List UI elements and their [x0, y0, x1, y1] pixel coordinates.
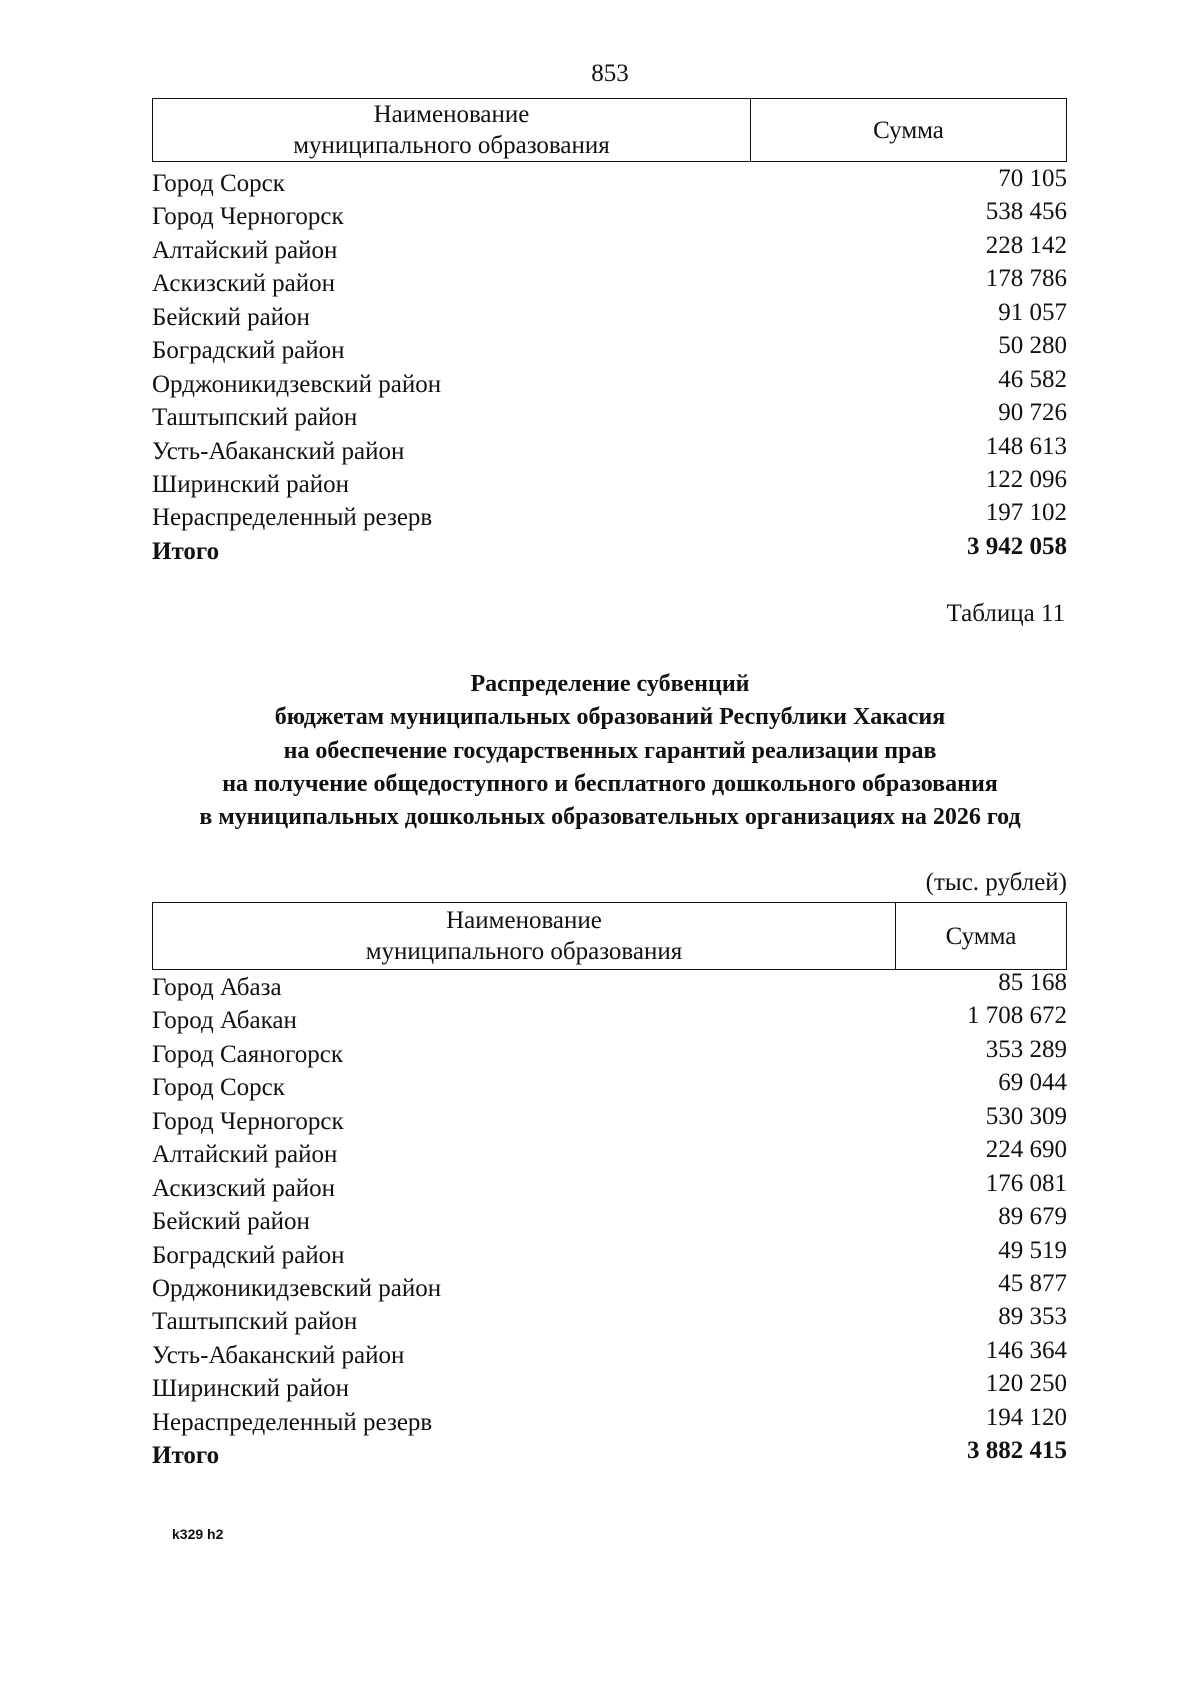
table-row [152, 1403, 1067, 1439]
table-row [152, 298, 1067, 334]
amount: 228 142 [985, 231, 1067, 259]
municipality-name: Боградский район [152, 337, 345, 365]
amount: 85 168 [998, 969, 1067, 996]
amount: 70 105 [998, 165, 1067, 192]
amount: 178 786 [985, 265, 1067, 293]
municipality-name: Город Сорск [152, 1074, 285, 1102]
table-row [152, 1269, 1067, 1305]
table-row [152, 501, 1067, 534]
amount: 90 726 [998, 399, 1067, 427]
municipality-name: Город Саяногорск [152, 1040, 344, 1068]
total-label: Итого [152, 537, 220, 565]
amount: 194 120 [985, 1403, 1067, 1431]
column-header-name [153, 99, 751, 161]
amount: 1 708 672 [967, 1002, 1067, 1030]
amount: 45 877 [998, 1269, 1067, 1297]
municipality-name: Город Черногорск [152, 1107, 344, 1135]
total-row [152, 1439, 1067, 1472]
municipality-name: Город Абаза [152, 974, 282, 1001]
municipality-name: Аскизский район [152, 1174, 336, 1202]
municipality-name: Аскизский район [152, 270, 336, 298]
column-header-name-line2: муниципального образования [365, 938, 683, 965]
table-row [152, 1138, 1067, 1171]
table-header [152, 98, 1067, 162]
table-caption: Таблица 11 [946, 600, 1065, 627]
table-row [152, 365, 1067, 401]
amount: 89 353 [998, 1303, 1067, 1331]
amount: 120 250 [985, 1370, 1067, 1398]
column-header-name [153, 903, 896, 969]
total-amount: 3 882 415 [967, 1437, 1067, 1465]
column-header-name-line2: муниципального образования [293, 132, 610, 159]
footer-code: k329 h2 [172, 1526, 224, 1542]
table-body [152, 971, 1067, 1473]
amount: 197 102 [985, 499, 1067, 527]
table-row [152, 1102, 1067, 1138]
municipality-name: Усть-Абаканский район [152, 1341, 405, 1369]
table-row [152, 971, 1067, 1004]
municipality-name: Усть-Абаканский район [152, 437, 405, 465]
amount: 538 456 [985, 198, 1067, 226]
municipality-name: Алтайский район [152, 1141, 338, 1169]
amount: 122 096 [985, 465, 1067, 493]
table-body [152, 167, 1067, 568]
table-row [152, 1236, 1067, 1272]
table-row [152, 401, 1067, 434]
column-header-name-line1: Наименование [373, 101, 530, 128]
amount: 224 690 [985, 1136, 1067, 1164]
table-row [152, 465, 1067, 501]
table-row [152, 200, 1067, 233]
table-row [152, 1372, 1067, 1405]
municipality-name: Орджоникидзевский район [152, 1274, 442, 1302]
table-row [152, 334, 1067, 367]
total-amount: 3 942 058 [967, 532, 1067, 560]
municipality-name: Город Черногорск [152, 203, 344, 231]
municipality-name: Город Абакан [152, 1007, 297, 1035]
table-row [152, 1004, 1067, 1037]
table-row [152, 1305, 1067, 1338]
table-header [152, 902, 1067, 970]
municipality-name: Бейский район [152, 1208, 310, 1236]
column-header-name-line1: Наименование [446, 907, 602, 934]
amount: 46 582 [998, 365, 1067, 393]
municipality-name: Нераспределенный резерв [152, 1408, 433, 1436]
table-row [152, 231, 1067, 267]
table-row [152, 267, 1067, 300]
amount: 530 309 [985, 1102, 1067, 1130]
municipality-name: Город Сорск [152, 170, 285, 197]
title-line: Распределение субвенций [470, 671, 750, 697]
table-row [152, 1071, 1067, 1104]
document-title [100, 668, 1120, 834]
municipality-name: Орджоникидзевский район [152, 370, 442, 398]
amount: 176 081 [985, 1169, 1067, 1197]
title-line: на получение общедоступного и бесплатного дошкольного образования [222, 770, 998, 797]
municipality-name: Таштыпский район [152, 404, 358, 432]
municipality-name: Нераспределенный резерв [152, 504, 433, 532]
amount: 69 044 [998, 1069, 1067, 1097]
page-number: 853 [591, 60, 629, 87]
amount: 50 280 [998, 332, 1067, 360]
column-header-sum: Сумма [945, 922, 1017, 950]
table-row [152, 432, 1067, 468]
municipality-name: Алтайский район [152, 236, 338, 264]
amount: 353 289 [985, 1035, 1067, 1063]
table-row [152, 1035, 1067, 1071]
amount: 89 679 [998, 1203, 1067, 1231]
municipality-name: Боградский район [152, 1241, 345, 1269]
amount: 148 613 [985, 432, 1067, 460]
total-label: Итого [152, 1442, 220, 1470]
title-line: в муниципальных дошкольных образовательных организациях на 2026 год [199, 804, 1021, 831]
municipality-name: Ширинский район [152, 470, 349, 498]
total-row [152, 532, 1067, 568]
table-row [152, 167, 1067, 200]
amount: 91 057 [998, 298, 1067, 326]
table-row [152, 1205, 1067, 1238]
municipality-name: Таштыпский район [152, 1308, 358, 1336]
title-line: на обеспечение государственных гарантий реализации прав [283, 737, 937, 764]
amount: 49 519 [998, 1236, 1067, 1264]
units-label: (тыс. рублей) [925, 869, 1067, 896]
table-row [152, 1169, 1067, 1205]
amount: 146 364 [985, 1336, 1067, 1364]
column-header-sum: Сумма [873, 116, 944, 144]
municipality-name: Ширинский район [152, 1375, 349, 1403]
municipality-name: Бейский район [152, 303, 310, 331]
title-line: бюджетам муниципальных образований Республики Хакасия [274, 704, 946, 731]
table-row [152, 1336, 1067, 1372]
